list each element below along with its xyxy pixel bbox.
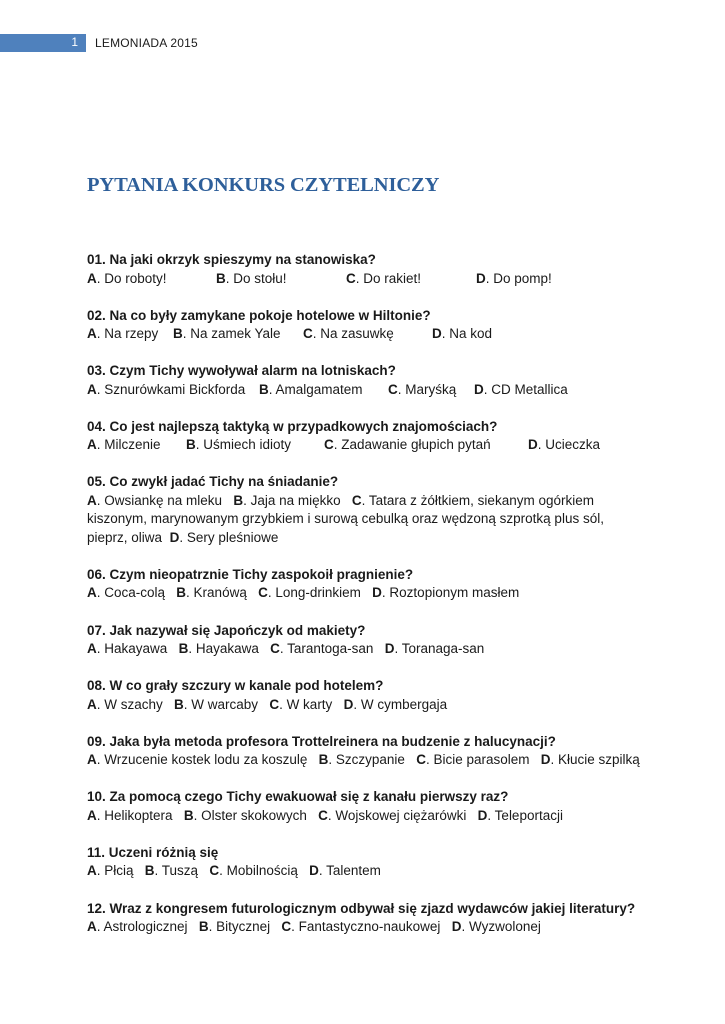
- answer-text: . Zadawanie głupich pytań: [333, 437, 491, 453]
- answer-d: [474, 382, 568, 397]
- answer-text: . Helikoptera: [96, 807, 173, 823]
- answer-d: [541, 752, 640, 767]
- question-text: 11. Uczeni różnią się: [87, 844, 219, 860]
- answer-letter: C: [258, 585, 268, 601]
- answer-text: . Sznurówkami Bickforda: [96, 381, 246, 397]
- answer-d: [309, 863, 381, 878]
- answer-b: [233, 493, 340, 508]
- answer-c: [281, 919, 440, 934]
- answer-a: [87, 808, 173, 823]
- answer-text: . Płcią: [96, 863, 134, 879]
- answer-text: . Hayakawa: [188, 641, 259, 657]
- question-text: 07. Jak nazywał się Japończyk od makiety?: [87, 622, 366, 638]
- answer-letter: A: [87, 326, 97, 342]
- question-03: [87, 362, 647, 399]
- answer-letter: C: [209, 863, 220, 879]
- answer-c: [258, 585, 361, 600]
- answer-c: [209, 863, 298, 878]
- question-08: [87, 677, 647, 714]
- answer-text: . Mobilnością: [219, 863, 298, 879]
- answer-letter: A: [87, 437, 97, 453]
- answer-text: . Owsiankę na mleku: [96, 492, 223, 508]
- answer-text: . W szachy: [96, 696, 163, 712]
- answer-b: [173, 325, 303, 344]
- answer-b: [199, 919, 270, 934]
- question-01: [87, 251, 647, 288]
- answer-b: [186, 436, 324, 455]
- answer-d: [432, 326, 492, 341]
- answer-text: . Na rzepy: [96, 326, 159, 342]
- question-text: 12. Wraz z kongresem futurologicznym odbywał się zjazd wydawców jakiej literatury?: [87, 900, 636, 916]
- answer-letter: D: [432, 326, 442, 342]
- answer-text: . Toranaga-san: [394, 641, 485, 657]
- answer-b: [319, 752, 405, 767]
- answer-text: . Long-drinkiem: [267, 585, 361, 601]
- question-text: 06. Czym nieopatrznie Tichy zaspokoił pragnienie?: [87, 566, 414, 582]
- answer-text: . W warcaby: [183, 696, 259, 712]
- answer-letter: B: [186, 437, 196, 453]
- answer-a: [87, 863, 134, 878]
- answer-c: [318, 808, 466, 823]
- answer-a: [87, 752, 307, 767]
- answer-letter: C: [346, 270, 356, 286]
- question-04: [87, 418, 647, 455]
- question-text: 01. Na jaki okrzyk spieszymy na stanowiska?: [87, 252, 376, 267]
- answer-text: . Tatara z żółtkiem, siekanym ogórkiem kiszonym, marynowanym grzybkiem i surową cebulką oraz wędzoną szprotką plus sól, pieprz, oliwa: [87, 492, 604, 545]
- answer-letter: C: [416, 752, 426, 768]
- answer-letter: B: [259, 381, 269, 397]
- answer-b: [259, 381, 388, 400]
- answer-text: . Coca-colą: [96, 585, 166, 601]
- answer-letter: D: [477, 807, 488, 823]
- answer-letter: A: [87, 919, 97, 935]
- answer-letter: D: [528, 437, 538, 453]
- answer-letter: D: [169, 529, 180, 545]
- answer-letter: A: [87, 641, 97, 657]
- answer-text: . Do pomp!: [485, 270, 552, 286]
- answer-text: . Wojskowej ciężarówki: [327, 807, 467, 823]
- answer-letter: B: [173, 326, 183, 342]
- answer-c: [303, 325, 432, 344]
- answer-text: . Tuszą: [154, 863, 199, 879]
- question-05: [87, 473, 647, 547]
- answer-row: [87, 270, 647, 289]
- answer-text: . Do rakiet!: [355, 270, 422, 286]
- answer-letter: A: [87, 492, 97, 508]
- answer-letter: B: [318, 752, 329, 768]
- answer-row: [87, 807, 647, 826]
- answer-letter: B: [198, 919, 209, 935]
- answer-letter: D: [474, 381, 484, 397]
- answer-text: . Kłucie szpilką: [550, 752, 640, 768]
- answer-b: [145, 863, 198, 878]
- answer-letter: C: [318, 807, 328, 823]
- answer-letter: A: [87, 752, 97, 768]
- answer-row: [87, 492, 627, 548]
- answer-letter: D: [309, 863, 319, 879]
- answer-text: . Talentem: [318, 863, 381, 879]
- question-06: [87, 566, 647, 603]
- answer-letter: D: [372, 585, 382, 601]
- answer-row: [87, 381, 647, 400]
- answer-a: [87, 919, 188, 934]
- answer-text: . Fantastyczno-naukowej: [291, 919, 441, 935]
- answer-letter: B: [176, 585, 187, 601]
- question-text: 05. Co zwykł jadać Tichy na śniadanie?: [87, 474, 339, 490]
- questions-list: [87, 251, 647, 955]
- answer-text: . Astrologicznej: [96, 919, 188, 935]
- answer-letter: B: [178, 641, 189, 657]
- page-number-bar: [0, 34, 86, 52]
- answer-text: . Na kod: [441, 326, 493, 342]
- answer-text: . Bitycznej: [208, 919, 271, 935]
- document-title: PYTANIA KONKURS CZYTELNICZY: [87, 174, 440, 196]
- answer-text: . Szczypanie: [328, 752, 405, 768]
- answer-text: . Jaja na miękko: [243, 492, 341, 508]
- answer-c: [346, 270, 476, 289]
- question-text: 02. Na co były zamykane pokoje hotelowe w Hiltonie?: [87, 307, 431, 323]
- answer-letter: B: [233, 492, 244, 508]
- answer-text: . Do roboty!: [96, 270, 167, 286]
- answer-c: [270, 641, 373, 656]
- answer-b: [179, 641, 259, 656]
- answer-text: . Wrzucenie kostek lodu za koszulę: [96, 752, 308, 768]
- answer-text: . Bicie parasolem: [425, 752, 530, 768]
- answer-text: . Na zamek Yale: [182, 326, 281, 342]
- answer-d: [452, 919, 541, 934]
- answer-row: [87, 640, 647, 659]
- answer-letter: C: [269, 696, 280, 712]
- answer-a: [87, 493, 222, 508]
- answer-letter: C: [270, 641, 280, 657]
- answer-letter: A: [87, 585, 97, 601]
- question-text: 03. Czym Tichy wywoływał alarm na lotniskach?: [87, 363, 396, 379]
- answer-a: [87, 325, 173, 344]
- answer-text: . Roztopionym masłem: [381, 585, 520, 601]
- answer-c: [269, 697, 332, 712]
- answer-c: [388, 381, 474, 400]
- answer-letter: D: [540, 752, 551, 768]
- answer-letter: A: [87, 270, 97, 286]
- answer-d: [170, 530, 279, 545]
- answer-row: [87, 751, 647, 770]
- answer-row: [87, 918, 647, 937]
- answer-text: . Maryśką: [397, 381, 457, 397]
- answer-text: . Na zasuwkę: [312, 326, 394, 342]
- answer-d: [385, 641, 485, 656]
- question-text: 09. Jaka była metoda profesora Trottelreinera na budzenie z halucynacji?: [87, 733, 556, 749]
- answer-text: . Milczenie: [96, 437, 161, 453]
- answer-b: [174, 697, 258, 712]
- answer-d: [476, 271, 552, 286]
- answer-a: [87, 585, 165, 600]
- answer-text: . Olster skokowych: [193, 807, 307, 823]
- answer-text: . Hakayawa: [96, 641, 168, 657]
- answer-letter: C: [303, 326, 313, 342]
- answer-letter: C: [351, 492, 362, 508]
- answer-letter: D: [343, 696, 354, 712]
- answer-row: [87, 325, 647, 344]
- answer-text: . Ucieczka: [537, 437, 601, 453]
- answer-letter: D: [451, 919, 462, 935]
- page-header: [0, 34, 725, 52]
- answer-letter: A: [87, 381, 97, 397]
- answer-letter: B: [174, 696, 184, 712]
- question-10: [87, 788, 647, 825]
- answer-text: . Amalgamatem: [268, 381, 363, 397]
- answer-letter: C: [324, 437, 334, 453]
- answer-letter: B: [144, 863, 155, 879]
- answer-letter: C: [281, 919, 292, 935]
- question-text: 04. Co jest najlepszą taktyką w przypadkowych znajomościach?: [87, 418, 498, 434]
- answer-a: [87, 697, 163, 712]
- answer-d: [528, 437, 600, 452]
- answer-text: . Tarantoga-san: [279, 641, 374, 657]
- answer-row: [87, 862, 647, 881]
- answer-text: . W cymbergaja: [353, 696, 448, 712]
- answer-text: . W karty: [279, 696, 333, 712]
- answer-letter: A: [87, 807, 97, 823]
- answer-row: [87, 696, 647, 715]
- question-07: [87, 622, 647, 659]
- answer-a: [87, 641, 167, 656]
- answer-d: [478, 808, 563, 823]
- answer-text: . Kranówą: [186, 585, 247, 601]
- answer-d: [344, 697, 448, 712]
- answer-letter: D: [476, 270, 486, 286]
- answer-letter: A: [87, 863, 97, 879]
- answer-letter: B: [216, 270, 226, 286]
- answer-b: [184, 808, 307, 823]
- question-11: [87, 844, 647, 881]
- question-text: 10. Za pomocą czego Tichy ewakuował się z kanału pierwszy raz?: [87, 789, 509, 805]
- answer-text: . Sery pleśniowe: [179, 529, 279, 545]
- answer-a: [87, 270, 216, 289]
- answer-d: [372, 585, 519, 600]
- answer-c: [416, 752, 529, 767]
- question-02: [87, 307, 647, 344]
- answer-text: . CD Metallica: [483, 381, 568, 397]
- answer-row: [87, 584, 647, 603]
- answer-b: [216, 270, 346, 289]
- answer-c: [324, 436, 528, 455]
- question-09: [87, 733, 647, 770]
- question-text: 08. W co grały szczury w kanale pod hotelem?: [87, 678, 384, 694]
- page-number: 1: [71, 35, 78, 49]
- answer-letter: A: [87, 696, 97, 712]
- answer-letter: B: [183, 807, 194, 823]
- answer-text: . Do stołu!: [225, 270, 287, 286]
- answer-b: [176, 585, 247, 600]
- answer-row: [87, 436, 647, 455]
- answer-a: [87, 381, 259, 400]
- answer-text: . Wyzwolonej: [461, 919, 541, 935]
- answer-letter: D: [384, 641, 395, 657]
- answer-a: [87, 436, 186, 455]
- question-12: [87, 900, 647, 937]
- answer-text: . Uśmiech idioty: [195, 437, 292, 453]
- answer-letter: C: [388, 381, 398, 397]
- header-title: LEMONIADA 2015: [95, 36, 198, 50]
- answer-text: . Teleportacji: [487, 807, 563, 823]
